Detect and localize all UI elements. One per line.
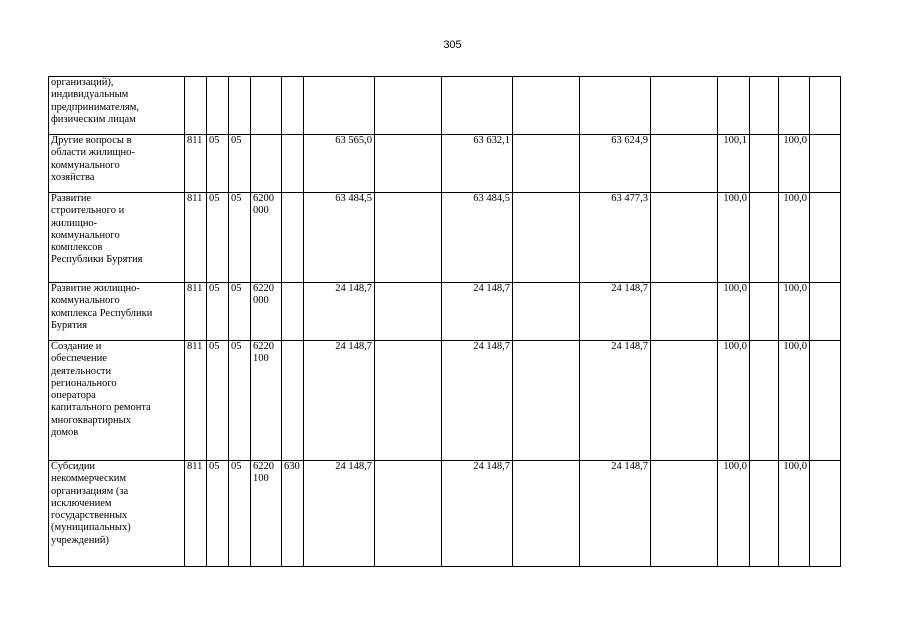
pct2-value: 100,0 (783, 283, 807, 294)
plan2-value: 24 148,7 (473, 461, 510, 472)
table-row (49, 461, 841, 567)
plan1-value: 63 565,0 (335, 135, 372, 146)
empty-cell (651, 461, 718, 567)
fact-value: 24 148,7 (611, 341, 648, 352)
pr-cell (229, 77, 251, 135)
plan2-cell (442, 461, 513, 567)
pct2-cell (779, 283, 810, 341)
row-name-line: хозяйства (51, 171, 95, 183)
pct1-cell (718, 341, 750, 461)
vr-cell (282, 283, 304, 341)
row-name-line: жилищно- (51, 217, 98, 229)
pct2-value: 100,0 (783, 135, 807, 146)
plan2-value: 24 148,7 (473, 341, 510, 352)
pr-code: 05 (231, 193, 242, 204)
fact-value: 63 477,3 (611, 193, 648, 204)
gr-code: 811 (187, 461, 203, 472)
row-name-line: Создание и (51, 341, 102, 352)
plan1-value: 24 148,7 (335, 283, 372, 294)
pr-cell (229, 135, 251, 193)
plan1-cell (304, 193, 375, 283)
pr-cell (229, 193, 251, 283)
vr-code: 630 (284, 461, 300, 472)
plan2-cell (442, 193, 513, 283)
empty-cell (750, 135, 779, 193)
pr-code: 05 (231, 341, 242, 352)
empty-cell (375, 193, 442, 283)
empty-cell (651, 341, 718, 461)
fact-value: 63 624,9 (611, 135, 648, 146)
row-name-line: Развитие жилищно- (51, 283, 140, 294)
row-name-line: Бурятия (51, 319, 88, 331)
row-name-line: коммунального (51, 159, 120, 171)
csr-cell (251, 193, 282, 283)
gr-code: 811 (187, 193, 203, 204)
empty-cell (750, 193, 779, 283)
rz-cell (207, 193, 229, 283)
row-name-line: индивидуальным (51, 89, 129, 101)
pct1-cell (718, 193, 750, 283)
row-name-line: исключением (51, 497, 112, 509)
pct2-cell (779, 341, 810, 461)
empty-cell (810, 135, 841, 193)
table-row (49, 283, 841, 341)
row-name-line: (муниципальных) (51, 522, 131, 534)
row-name-line: капитального ремонта (51, 402, 151, 414)
empty-cell (651, 77, 718, 135)
pct1-cell (718, 461, 750, 567)
row-name-line: комплекса Республики (51, 307, 153, 319)
pr-cell (229, 341, 251, 461)
row-name-line: деятельности (51, 365, 112, 377)
pct1-cell (718, 135, 750, 193)
fact-value: 24 148,7 (611, 283, 648, 294)
row-name-line: регионального (51, 377, 117, 389)
pct2-cell (779, 77, 810, 135)
row-name-line: оператора (51, 390, 96, 402)
row-name-line: домов (51, 427, 79, 439)
row-name-line: строительного и (51, 205, 125, 217)
empty-cell (810, 283, 841, 341)
budget-table (48, 76, 841, 567)
row-name-line: коммунального (51, 229, 120, 241)
empty-cell (651, 283, 718, 341)
row-name-cell (49, 135, 185, 193)
empty-cell (750, 283, 779, 341)
gr-code: 811 (187, 135, 203, 146)
row-name-line: комплексов (51, 242, 103, 254)
gr-code: 811 (187, 283, 203, 294)
empty-cell (750, 77, 779, 135)
rz-cell (207, 77, 229, 135)
pct2-cell (779, 461, 810, 567)
plan2-value: 24 148,7 (473, 283, 510, 294)
rz-cell (207, 283, 229, 341)
pct1-value: 100,0 (723, 341, 747, 352)
rz-code: 05 (209, 193, 220, 204)
row-name-line: Другие вопросы в (51, 135, 132, 146)
gr-cell (185, 193, 207, 283)
empty-cell (513, 77, 580, 135)
pct1-cell (718, 77, 750, 135)
fact-value: 24 148,7 (611, 461, 648, 472)
plan2-cell (442, 135, 513, 193)
plan1-cell (304, 77, 375, 135)
row-name-cell (49, 341, 185, 461)
csr-cell (251, 283, 282, 341)
rz-code: 05 (209, 461, 220, 472)
row-name-line: организациям (за (51, 485, 129, 497)
empty-cell (750, 341, 779, 461)
row-name-line: Республики Бурятия (51, 254, 143, 266)
vr-cell (282, 77, 304, 135)
gr-cell (185, 283, 207, 341)
fact-cell (580, 77, 651, 135)
csr-code-line: 100 (253, 353, 269, 365)
pct1-value: 100,0 (723, 283, 747, 294)
pr-code: 05 (231, 135, 242, 146)
rz-cell (207, 135, 229, 193)
plan1-cell (304, 135, 375, 193)
empty-cell (651, 193, 718, 283)
pct1-value: 100,1 (723, 135, 747, 146)
row-name-line: государственных (51, 510, 128, 522)
csr-cell (251, 341, 282, 461)
plan1-cell (304, 461, 375, 567)
vr-cell (282, 461, 304, 567)
csr-code-line: 6200 (253, 193, 274, 204)
table-row (49, 135, 841, 193)
plan2-cell (442, 283, 513, 341)
empty-cell (810, 77, 841, 135)
plan2-value: 63 632,1 (473, 135, 510, 146)
fact-cell (580, 461, 651, 567)
pct1-value: 100,0 (723, 193, 747, 204)
row-name-line: коммунального (51, 295, 120, 307)
pct2-cell (779, 135, 810, 193)
table-row (49, 193, 841, 283)
pr-code: 05 (231, 283, 242, 294)
table-row (49, 77, 841, 135)
pr-code: 05 (231, 461, 242, 472)
csr-cell (251, 461, 282, 567)
csr-code-line: 6220 (253, 341, 274, 352)
plan2-cell (442, 341, 513, 461)
pct1-cell (718, 283, 750, 341)
pct2-value: 100,0 (783, 461, 807, 472)
row-name-cell (49, 193, 185, 283)
pct2-cell (779, 193, 810, 283)
csr-code-line: 100 (253, 473, 269, 485)
fact-cell (580, 283, 651, 341)
row-name-cell (49, 283, 185, 341)
gr-cell (185, 135, 207, 193)
empty-cell (810, 461, 841, 567)
empty-cell (513, 461, 580, 567)
row-name-line: области жилищно- (51, 147, 135, 159)
row-name-line: Субсидии (51, 461, 96, 472)
fact-cell (580, 341, 651, 461)
empty-cell (375, 77, 442, 135)
csr-code-line: 6220 (253, 283, 274, 294)
plan1-value: 24 148,7 (335, 341, 372, 352)
pct1-value: 100,0 (723, 461, 747, 472)
empty-cell (513, 135, 580, 193)
row-name-line: учреждений) (51, 534, 110, 546)
row-name-line: некоммерческим (51, 473, 127, 485)
pr-cell (229, 283, 251, 341)
empty-cell (375, 341, 442, 461)
table-body (49, 77, 841, 567)
empty-cell (513, 193, 580, 283)
empty-cell (513, 341, 580, 461)
empty-cell (651, 135, 718, 193)
page-number: 305 (443, 39, 462, 51)
csr-code-line: 000 (253, 295, 269, 307)
row-name-line: организаций), (51, 77, 114, 88)
gr-cell (185, 77, 207, 135)
csr-cell (251, 135, 282, 193)
fact-cell (580, 193, 651, 283)
empty-cell (750, 461, 779, 567)
plan1-value: 63 484,5 (335, 193, 372, 204)
fact-cell (580, 135, 651, 193)
pct2-value: 100,0 (783, 193, 807, 204)
rz-code: 05 (209, 341, 220, 352)
gr-cell (185, 341, 207, 461)
empty-cell (810, 341, 841, 461)
vr-cell (282, 193, 304, 283)
gr-cell (185, 461, 207, 567)
pr-cell (229, 461, 251, 567)
row-name-line: многоквартирных (51, 414, 131, 426)
table-row (49, 341, 841, 461)
csr-code-line: 6220 (253, 461, 274, 472)
vr-cell (282, 341, 304, 461)
gr-code: 811 (187, 341, 203, 352)
row-name-line: обеспечение (51, 353, 107, 365)
rz-cell (207, 461, 229, 567)
plan2-value: 63 484,5 (473, 193, 510, 204)
plan2-cell (442, 77, 513, 135)
rz-code: 05 (209, 283, 220, 294)
csr-code-line: 000 (253, 205, 269, 217)
row-name-line: физическим лицам (51, 113, 136, 125)
row-name-cell (49, 461, 185, 567)
plan1-cell (304, 283, 375, 341)
row-name-line: Развитие (51, 193, 92, 204)
row-name-cell (49, 77, 185, 135)
empty-cell (375, 135, 442, 193)
row-name-line: предпринимателям, (51, 101, 140, 113)
plan1-value: 24 148,7 (335, 461, 372, 472)
vr-cell (282, 135, 304, 193)
empty-cell (513, 283, 580, 341)
pct2-value: 100,0 (783, 341, 807, 352)
rz-code: 05 (209, 135, 220, 146)
csr-cell (251, 77, 282, 135)
empty-cell (375, 461, 442, 567)
empty-cell (810, 193, 841, 283)
rz-cell (207, 341, 229, 461)
empty-cell (375, 283, 442, 341)
plan1-cell (304, 341, 375, 461)
